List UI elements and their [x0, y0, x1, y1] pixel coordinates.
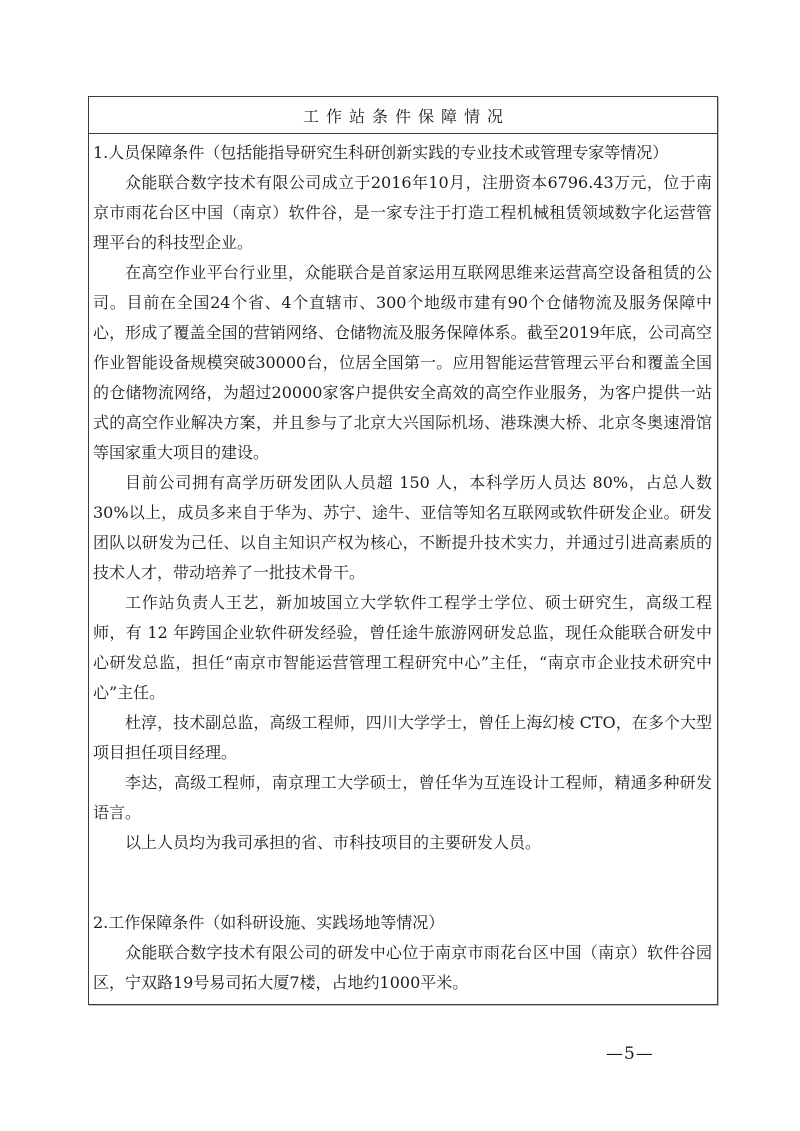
section1-title: 1.人员保障条件（包括能指导研究生科研创新实践的专业技术或管理专家等情况） [93, 143, 669, 162]
page-number: —5— [606, 1044, 654, 1064]
table-title: 工作站条件保障情况 [302, 106, 510, 126]
table-body-cell [89, 134, 717, 1004]
paragraph-facility: 众能联合数字技术有限公司的研发中心位于南京市雨花台区中国（南京）软件谷园区，宁双路19号易司拓大厦7楼，占地约1000平米。 [93, 943, 712, 992]
workstation-conditions-table [88, 96, 718, 1005]
paragraph-du-chun: 杜淳，技术副总监，高级工程师，四川大学学士，曾任上海幻棱 CTO，在多个大型项目担任项目经理。 [93, 713, 712, 762]
paragraph-station-leader: 工作站负责人王艺，新加坡国立大学软件工程学士学位、硕士研究生，高级工程师，有 12 年跨国企业软件研发经验，曾任途牛旅游网研发总监，现任众能联合研发中心研发总监，担任“南京市智能运营管理工程研究中心”主任，“南京市企业技术研究中心”主任。 [93, 593, 712, 702]
paragraph-li-da: 李达，高级工程师，南京理工大学硕士，曾任华为互连设计工程师，精通多种研发语言。 [93, 773, 712, 822]
paragraph-company-intro: 众能联合数字技术有限公司成立于2016年10月，注册资本6796.43万元，位于南京市雨花台区中国（南京）软件谷，是一家专注于打造工程机械租赁领域数字化运营管理平台的科技型企业。 [93, 173, 712, 252]
paragraph-personnel-summary: 以上人员均为我司承担的省、市科技项目的主要研发人员。 [125, 833, 542, 852]
table-header-cell [89, 97, 717, 134]
paragraph-industry-position: 在高空作业平台行业里，众能联合是首家运用互联网思维来运营高空设备租赁的公司。目前在全国24个省、4个直辖市、300个地级市建有90个仓储物流及服务保障中心，形成了覆盖全国的营销网络、仓储物流及服务保障体系。截至2019年底，公司高空作业智能设备规模突破30000台，位居全国第一。应用智能运营管理云平台和覆盖全国的仓储物流网络，为超过20000家客户提供安全高效的高空作业服务，为客户提供一站式的高空作业解决方案，并且参与了北京大兴国际机场、港珠澳大桥、北京冬奥速滑馆等国家重大项目的建设。 [93, 263, 712, 462]
paragraph-rd-team: 目前公司拥有高学历研发团队人员超 150 人，本科学历人员达 80%，占总人数 30%以上，成员多来自于华为、苏宁、途牛、亚信等知名互联网或软件研发企业。研发团队以研发为己任、以自主知识产权为核心，不断提升技术实力，并通过引进高素质的技术人才，带动培养了一批技术骨干。 [93, 473, 712, 582]
section2-title: 2.工作保障条件（如科研设施、实践场地等情况） [93, 913, 445, 932]
